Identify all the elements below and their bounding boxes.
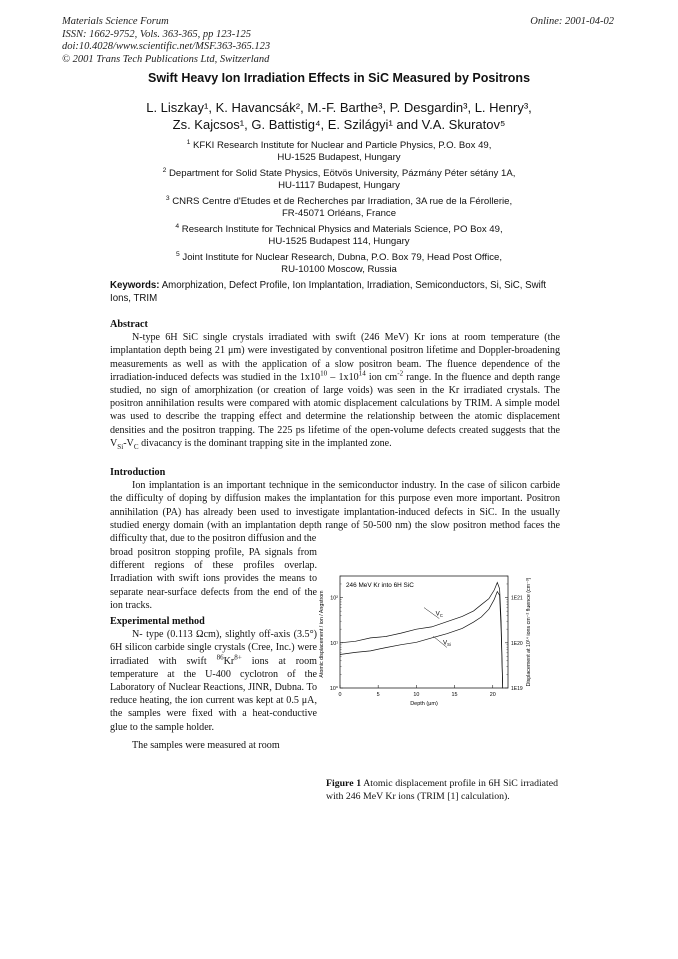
abstract-section	[110, 318, 560, 450]
abstract-text: N-type 6H SiC single crystals irradiated with swift (246 MeV) Kr ions at room temperature (the implantation depth being 21 μm) were investigated by conventional positron lifetime and Doppler-broadening measurements as well as with the application of a slow positron beam. The fluence dependence of the irradiation-induced defects was studied in the $1x10^{10} - 1x10^{14}$ ion $cm^{-2}$ range. In the fluence and depth range studied, no sign of amorphization (or creation of large voids) was seen in the Kr irradiated crystals. The positron annihilation results were compared with atomic displacement calculations by TRIM. A simple model was used to describe the trapping effect and determine the relationship between the atomic displacement densities and the positron trapping. The 225 ps lifetime of the open-volume defects created suggests that the $V_{Si}-V_C$ divacancy is the dominant trapping site in the implanted zone.	[110, 332, 560, 451]
experimental-text: N- type (0.113 Ωcm), slightly off-axis (3.5°) 6H silicon carbide single crystals (Cree, Inc.) were irradiated with swift $^{86}Kr^{8+}$ ions at room temperature at the U-400 cyclotron of the Laboratory of Nuclear Reactions, JINR, Dubna. To reduce heating, the ion current was kept at 0.5 μA, the samples were fixed with a heat-conductive glue to the sample holder.	[110, 629, 317, 733]
series-label-c: $V_C$	[435, 610, 443, 619]
affiliation-city: HU-1525 Budapest 114, Hungary	[268, 236, 410, 247]
x-tick-label: 20	[489, 692, 496, 698]
keywords-list: Amorphization, Defect Profile, Ion Implantation, Irradiation, Semiconductors, Si, SiC, Swift Ions, TRIM	[110, 280, 547, 304]
affiliation-1	[80, 140, 598, 164]
series-line-c	[340, 583, 503, 688]
authors-line-1: L. Liszkay¹, K. Havancsák², M.-F. Barthe³, P. Desgardin³, L. Henry³,	[146, 100, 532, 115]
affiliation-number: 3	[165, 194, 170, 202]
journal-header	[62, 16, 392, 66]
series-label-si: $V_{Si}$	[442, 639, 451, 647]
journal-doi: doi:10.4028/www.scientific.net/MSF.363-365.123	[62, 41, 271, 52]
experimental-continued: The samples were measured at room	[132, 739, 280, 751]
series-line-si	[340, 592, 503, 689]
experimental-heading: Experimental method	[110, 616, 205, 628]
x-tick-label: 10	[413, 692, 420, 698]
introduction-heading: Introduction	[110, 467, 166, 478]
y-axis-label: Atomic displacement / ion / Angstrom	[319, 590, 325, 678]
y2-tick-label: 1E20	[511, 640, 523, 647]
figure-caption-text: Atomic displacement profile in 6H SiC irradiated with 246 MeV Kr ions (TRIM [1] calculation).	[326, 778, 559, 802]
keywords	[110, 280, 565, 305]
introduction-section	[110, 466, 560, 545]
y2-axis-label: Displacement at 10¹⁴ ions cm⁻² fluence (cm⁻³)	[526, 577, 532, 687]
journal-issn: ISSN: 1662-9752, Vols. 363-365, pp 123-125	[62, 28, 251, 40]
data-series	[340, 583, 503, 689]
online-date: Online: 2001-04-02	[530, 16, 614, 27]
affiliation-5	[80, 252, 598, 276]
affiliation-city: RU-10100 Moscow, Russia	[281, 264, 397, 275]
affiliation-number: 5	[175, 250, 180, 258]
axis-ticks	[330, 576, 523, 698]
journal-name: Materials Science Forum	[62, 16, 169, 27]
affiliation-city: FR-45071 Orléans, France	[281, 208, 397, 219]
affiliation-text: Research Institute for Technical Physics and Materials Science, PO Box 49,	[181, 224, 503, 235]
affiliation-3	[80, 196, 598, 220]
paper-title: Swift Heavy Ion Irradiation Effects in SiC Measured by Positrons	[147, 71, 531, 85]
affiliation-4	[80, 224, 598, 248]
affiliation-text: Joint Institute for Nuclear Research, Dubna, P.O. Box 79, Head Post Office,	[182, 252, 503, 263]
x-tick-label: 5	[376, 692, 380, 698]
affiliation-number: 1	[186, 138, 191, 146]
figure-1-chart	[312, 566, 550, 760]
affiliation-text: KFKI Research Institute for Nuclear and Particle Physics, P.O. Box 49,	[192, 140, 492, 151]
affiliation-number: 4	[175, 222, 180, 230]
chart-title: 246 MeV Kr into 6H SiC	[346, 582, 414, 589]
y2-tick-label: 1E21	[511, 595, 523, 602]
x-tick-label: 15	[451, 692, 458, 698]
figure-caption-label: Figure 1	[326, 778, 362, 789]
journal-copyright: © 2001 Trans Tech Publications Ltd, Switzerland	[62, 53, 270, 65]
affiliation-number: 2	[162, 166, 167, 174]
y-tick-label: 10⁰	[329, 686, 338, 692]
abstract-heading: Abstract	[110, 319, 148, 330]
introduction-text: Ion implantation is an important technique in the semiconductor industry. In the case of silicon carbide the difficulty of doping by diffusion makes the implantation for this purpose even more important. Positron annihilation (PA) has already been used to investigate implantation-induced defects in SiC. In the usually studied energy domain (with an implantation depth range of 50-500 nm) the slow positron method faces the difficulty that, due to the positron diffusion and the	[110, 480, 560, 545]
x-axis-label: Depth (μm)	[410, 701, 438, 707]
x-tick-label: 0	[338, 692, 342, 698]
affiliation-city: HU-1525 Budapest, Hungary	[277, 152, 401, 163]
affiliation-2	[80, 168, 598, 192]
keywords-label: Keywords:	[110, 280, 160, 291]
left-column	[110, 546, 317, 752]
affiliation-text: CNRS Centre d'Etudes et de Recherches par Irradiation, 3A rue de la Férollerie,	[172, 196, 513, 207]
figure-caption	[326, 778, 558, 803]
affiliation-city: HU-1117 Budapest, Hungary	[278, 180, 400, 191]
y-tick-label: 10¹	[330, 640, 338, 647]
affiliation-text: Department for Solid State Physics, Eötvös University, Pázmány Péter sétány 1A,	[169, 168, 516, 179]
introduction-continued: broad positron stopping profile, PA signals from different regions of these profiles overlap. Irradiation with swift ions provides the means to separate near-surface defects from the end of the ion tracks.	[110, 547, 317, 611]
authors-line-2: Zs. Kajcsos¹, G. Battistig⁴, E. Szilágyi¹ and V.A. Skuratov⁵	[172, 117, 506, 132]
y-tick-label: 10²	[330, 595, 338, 602]
y2-tick-label: 1E19	[511, 686, 523, 692]
plot-frame	[340, 576, 508, 688]
